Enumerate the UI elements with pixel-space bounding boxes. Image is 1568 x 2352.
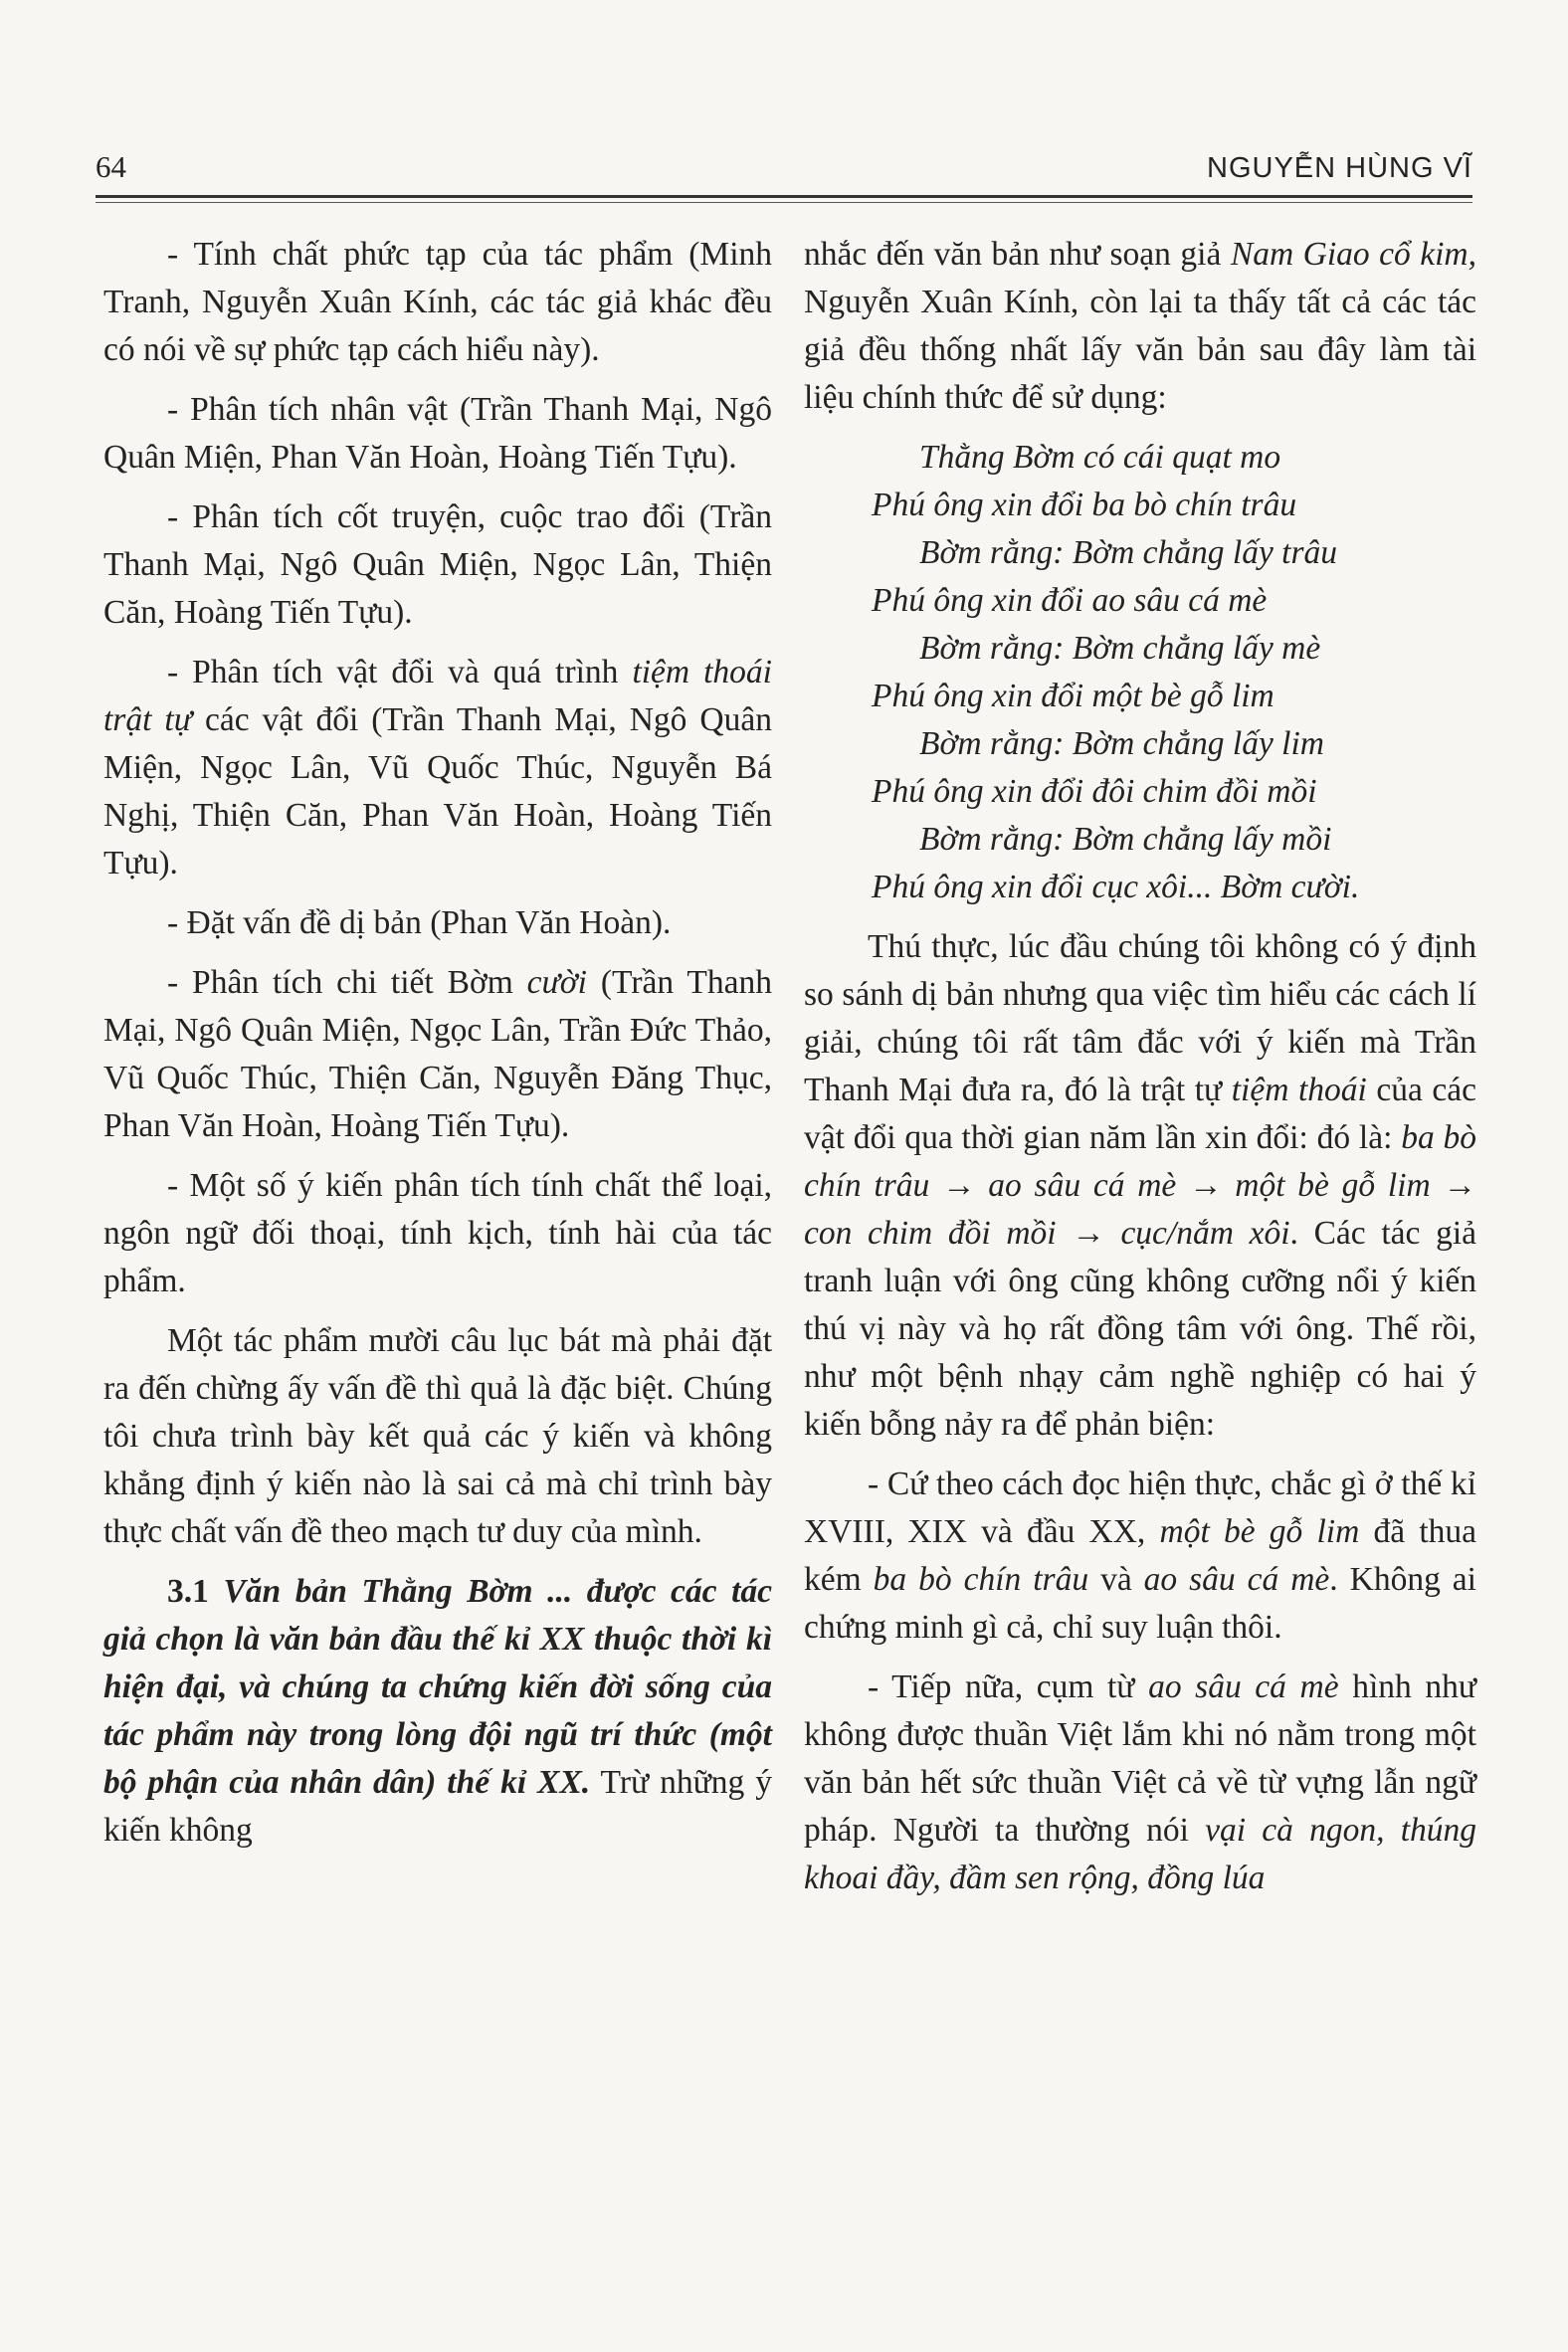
page-number: 64 [96,149,126,184]
poem-line: Phú ông xin đổi ba bò chín trâu [872,487,1297,523]
poem-line: Phú ông xin đổi ao sâu cá mè [872,582,1268,619]
body-paragraph: Một tác phẩm mười câu lục bát mà phải đặt ra đến chừng ấy vấn đề thì quả là đặc biệt. Chúng tôi chưa trình bày kết quả các ý kiến và không khẳng định ý kiến nào là sai cả mà chỉ trình bày thực chất vấn đề theo mạch tư duy của mình. [103,1322,772,1550]
list-item: - Một số ý kiến phân tích tính chất thể loại, ngôn ngữ đối thoại, tính kịch, tính hài của tác phẩm. [103,1167,772,1299]
arrow-icon: → [929,1167,989,1204]
header-rule-thin [96,202,1472,203]
poem-line: Bờm rằng: Bờm chẳng lấy mè [919,630,1321,667]
list-item: - Phân tích cốt truyện, cuộc trao đổi (Trần Thanh Mại, Ngô Quân Miện, Ngọc Lân, Thiện Căn, Hoàng Tiến Tựu). [103,498,772,631]
running-header [96,139,1472,195]
section-paragraph: 3.1 Văn bản Thằng Bờm ... được các tác giả chọn là văn bản đầu thế kỉ XX thuộc thời kì hiện đại, và chúng ta chứng kiến đời sống của tác phẩm này trong lòng đội ngũ trí thức (một bộ phận của nhân dân) thế kỉ XX. Trừ những ý kiến không [103,1573,773,1849]
poem [804,434,1476,911]
body-paragraph: - Tiếp nữa, cụm từ ao sâu cá mè hình như không được thuần Việt lắm khi nó nằm trong một văn bản hết sức thuần Việt cả về từ vựng lẫn ngữ pháp. Người ta thường nói vại cà ngon, thúng khoai đầy, đầm sen rộng, đồng lúa [804,1668,1477,1896]
emphasis: cười [526,964,587,1001]
list-item: - Phân tích nhân vật (Trần Thanh Mại, Ngô Quân Miện, Phan Văn Hoàn, Hoàng Tiến Tựu). [103,391,772,476]
arrow-icon: → [1176,1167,1236,1204]
section-heading: 3.1 Văn bản Thằng Bờm ... được các tác giả chọn là văn bản đầu thế kỉ XX thuộc thời kì hiện đại, và chúng ta chứng kiến đời sống của tác phẩm này trong lòng đội ngũ trí thức (một bộ phận của nhân dân) thế kỉ XX. [103,1573,772,1801]
header-rule [96,195,1472,198]
list-item: - Tính chất phức tạp của tác phẩm (Minh Tranh, Nguyễn Xuân Kính, các tác giả khác đều có nói về sự phức tạp cách hiểu này). [103,236,772,368]
poem-line: Bờm rằng: Bờm chẳng lấy trâu [919,534,1338,571]
body-paragraph: Thú thực, lúc đầu chúng tôi không có ý định so sánh dị bản nhưng qua việc tìm hiểu các cách lí giải, chúng tôi rất tâm đắc với ý kiến mà Trần Thanh Mại đưa ra, đó là trật tự tiệm thoái của các vật đổi qua thời gian năm lần xin đổi: đó là: ba bò chín trâu → ao sâu cá mè → một bè gỗ lim → con chim đồi mồi → cục/nắm xôi. Các tác giả tranh luận với ông cũng không cưỡng nổi ý kiến thú vị này và họ rất đồng tâm với ông. Thế rồi, như một bệnh nhạy cảm nghề nghiệp có hai ý kiến bỗng nảy ra để phản biện: [804,928,1477,1443]
emphasis: Nam Giao cổ kim, [1230,236,1476,273]
list-item: - Phân tích vật đổi và quá trình tiệm thoái trật tự các vật đổi (Trần Thanh Mại, Ngô Quân Miện, Ngọc Lân, Vũ Quốc Thúc, Nguyễn Bá Nghị, Thiện Căn, Phan Văn Hoàn, Hoàng Tiến Tựu). [103,654,772,882]
poem-line: Thằng Bờm có cái quạt mo [919,439,1281,476]
list-item: - Phân tích chi tiết Bờm cười (Trần Thanh Mại, Ngô Quân Miện, Ngọc Lân, Trần Đức Thảo, Vũ Quốc Thúc, Thiện Căn, Nguyễn Đăng Thục, Phan Văn Hoàn, Hoàng Tiến Tựu). [103,964,772,1144]
list-item: - Đặt vấn đề dị bản (Phan Văn Hoàn). [167,904,672,941]
body-paragraph: nhắc đến văn bản như soạn giả Nam Giao cổ kim, Nguyễn Xuân Kính, còn lại ta thấy tất cả các tác giả đều thống nhất lấy văn bản sau đây làm tài liệu chính thức để sử dụng: [804,236,1476,416]
poem-line: Phú ông xin đổi một bè gỗ lim [872,678,1274,714]
poem-line: Bờm rằng: Bờm chẳng lấy lim [919,725,1324,762]
poem-line: Bờm rằng: Bờm chẳng lấy mồi [919,821,1332,858]
body-paragraph: - Cứ theo cách đọc hiện thực, chắc gì ở thế kỉ XVIII, XIX và đầu XX, một bè gỗ lim đã thua kém ba bò chín trâu và ao sâu cá mè. Không ai chứng minh gì cả, chỉ suy luận thôi. [804,1466,1476,1646]
poem-line: Phú ông xin đổi đôi chim đồi mồi [872,773,1317,810]
right-column [804,231,1476,1902]
emphasis: tiệm thoái trật tự [103,654,772,738]
section-number: 3.1 [167,1573,209,1610]
poem-line: Phú ông xin đổi cục xôi... Bờm cười. [872,869,1360,905]
running-author: NGUYỄN HÙNG VĨ [1207,152,1472,184]
arrow-icon: → [1430,1167,1477,1204]
arrow-icon: → [1056,1215,1121,1252]
left-column [103,231,772,1855]
